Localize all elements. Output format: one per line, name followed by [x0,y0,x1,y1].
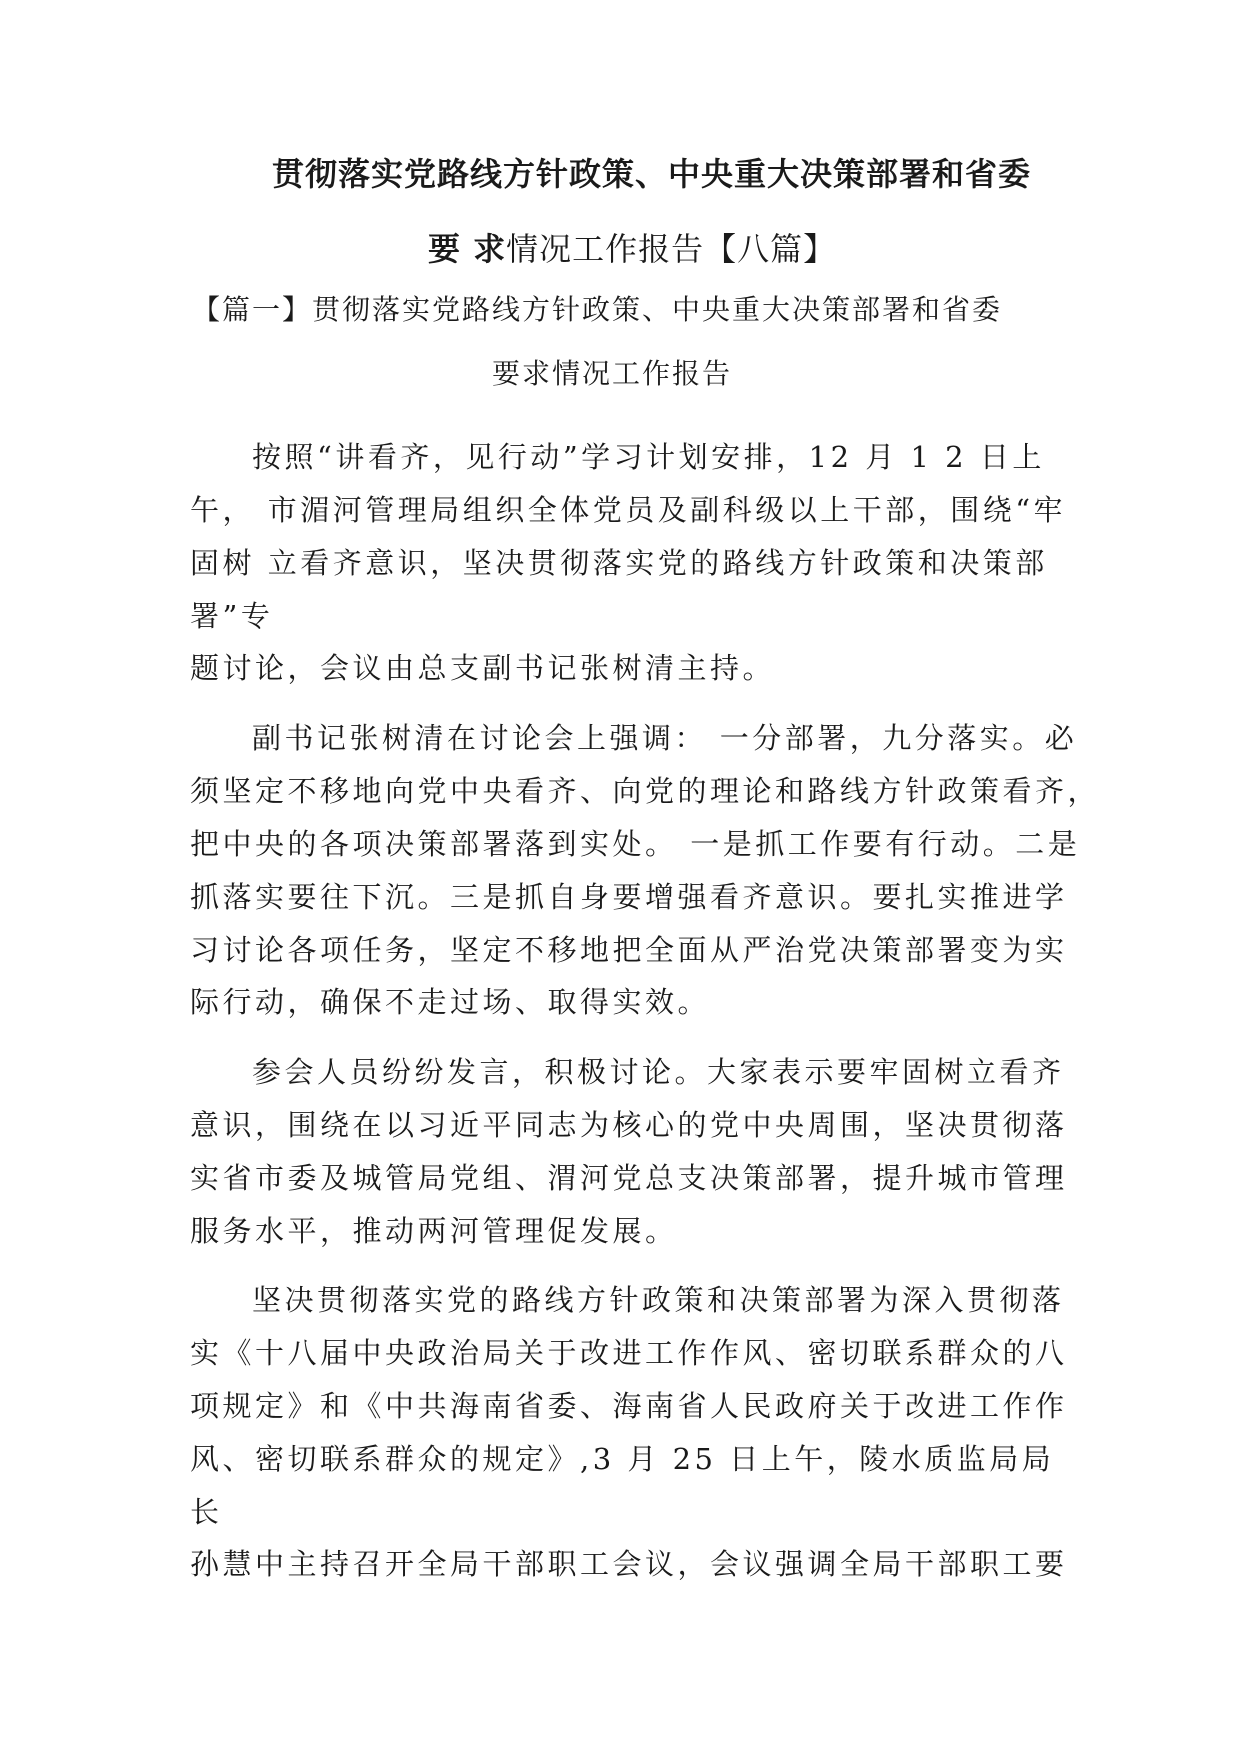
paragraph-line: 实省市委及城管局党组、渭河党总支决策部署，提升城市管理 [190,1161,1068,1195]
document-title-line2 [428,230,837,268]
document-title-line1: 贯彻落实党路线方针政策、中央重大决策部署和省委 [272,155,1032,193]
paragraph-line: 孙慧中主持召开全局干部职工会议，会议强调全局干部职工要 [190,1547,1068,1581]
paragraph-line: 按照“讲看齐，见行动”学习计划安排，12 月 1 2 日上 [252,440,1045,474]
paragraph-line: 抓落实要往下沉。三是抓自身要增强看齐意识。要扎实推进学 [190,880,1068,914]
paragraph-line: 副书记张树清在讨论会上强调： 一分部署，九分落实。必 [252,721,1078,755]
paragraph-line: 把中央的各项决策部署落到实处。 一是抓工作要有行动。二是 [190,827,1081,861]
paragraph-line: 服务水平，推动两河管理促发展。 [190,1214,678,1248]
paragraph-line: 坚决贯彻落实党的路线方针政策和决策部署为深入贯彻落 [252,1283,1065,1317]
document-title-rest: 情况工作报告【八篇】 [506,230,837,268]
paragraph-line: 实《十八届中央政治局关于改进工作作风、密切联系群众的八 [190,1336,1068,1370]
section-heading-line1: 【篇一】贯彻落实党路线方针政策、中央重大决策部署和省委 [192,293,1003,326]
paragraph-line: 须坚定不移地向党中央看齐、向党的理论和路线方针政策看齐， [190,774,1101,808]
paragraph-line: 意识，围绕在以习近平同志为核心的党中央周围，坚决贯彻落 [190,1108,1068,1142]
document-title-bold: 要 求 [428,230,507,268]
paragraph-line: 长 [190,1495,223,1529]
paragraph-line: 固树 立看齐意识，坚决贯彻落实党的路线方针政策和决策部 [190,546,1048,580]
section-heading-line2: 要求情况工作报告 [492,357,733,390]
paragraph-line: 午， 市湄河管理局组织全体党员及副科级以上干部，围绕“牢 [190,493,1067,527]
paragraph-line: 项规定》和《中共海南省委、海南省人民政府关于改进工作作 [190,1389,1068,1423]
paragraph-line: 参会人员纷纷发言，积极讨论。大家表示要牢固树立看齐 [252,1055,1065,1089]
paragraph-line: 署”专 [190,599,274,633]
paragraph-line: 际行动，确保不走过场、取得实效。 [190,985,711,1019]
paragraph-line: 习讨论各项任务，坚定不移地把全面从严治党决策部署变为实 [190,933,1068,967]
paragraph-line: 风、密切联系群众的规定》,3 月 25 日上午，陵水质监局局 [190,1442,1055,1476]
paragraph-line: 题讨论，会议由总支副书记张树清主持。 [190,651,776,685]
